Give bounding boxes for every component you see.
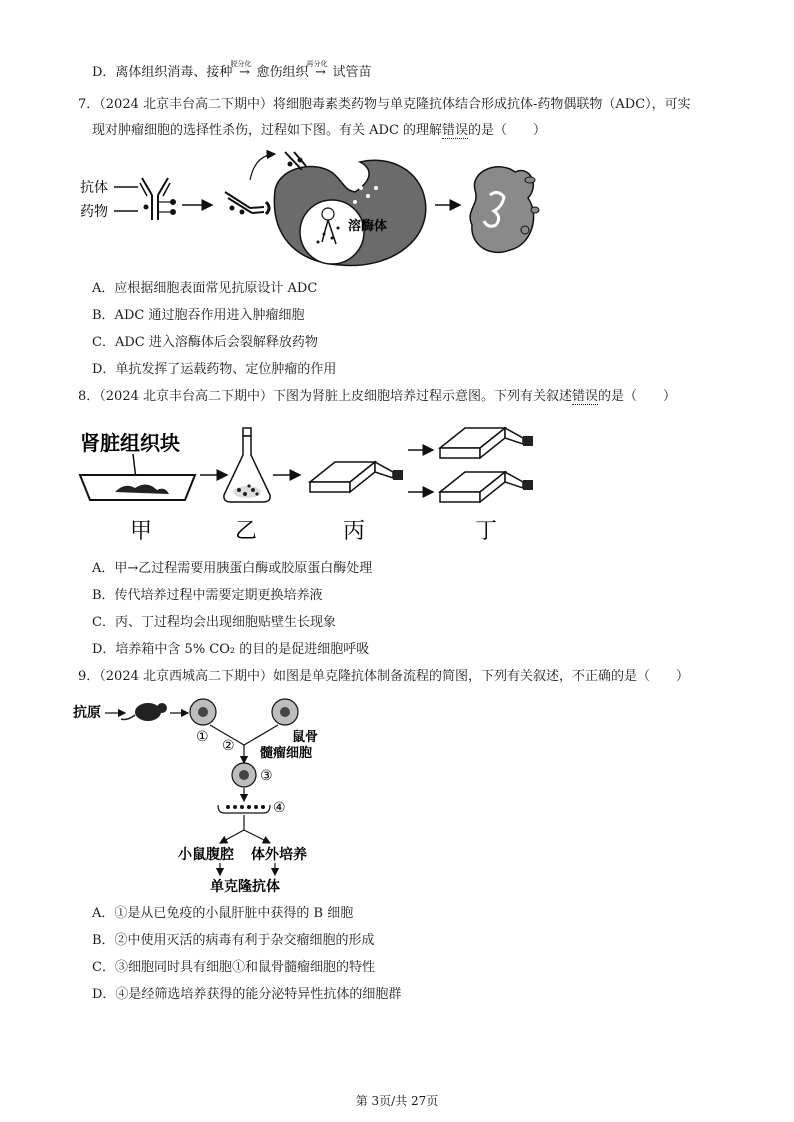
mouse-icon [121,703,167,721]
label-yi: 乙 [235,519,258,544]
label-n2: ② [222,738,235,754]
q7-stem-text1: （2024 北京丰台高二下期中）将细胞毒素类药物与单克隆抗体结合形成抗体-药物偶联物（ADC），可实 [99,97,691,112]
q7-stem-line1 [78,96,691,114]
q7-emphasis: 错误 [442,123,469,138]
label-myeloma-line2: 髓瘤细胞 [260,746,313,761]
adc-binding-icon [225,192,264,215]
label-mouse-cavity: 小鼠腹腔 [178,847,234,863]
arrow-dedifferentiation: 脱分化 → [232,64,256,82]
label-bing: 丙 [343,519,366,544]
label-jia: 甲 [130,519,153,544]
q7-stem-text3: 的是（ ） [468,123,547,138]
q7-figure-adc [70,150,540,275]
label-antigen: 抗原 [73,705,101,721]
prev-option-d-mid: 愈伤组织 [256,65,309,80]
myeloma-cell-icon [272,699,298,725]
culture-bottle-bottom-icon [440,472,533,502]
q9-stem-text: （2024 北京西城高二下期中）如图是单克隆抗体制备流程的简图，下列有关叙述，不正确的是（ ） [99,669,689,684]
prev-option-d-suffix: 试管苗 [332,65,372,80]
q8-stem-text1: （2024 北京丰台高二下期中）下图为肾脏上皮细胞培养过程示意图。下列有关叙述 [99,389,572,404]
q7-option-c[interactable]: C．ADC 进入溶酶体后会裂解释放药物 [92,335,318,350]
prev-option-d [92,60,372,82]
label-mab: 单克隆抗体 [210,879,280,895]
q8-option-a[interactable]: A．甲→乙过程需要用胰蛋白酶或胶原蛋白酶处理 [92,561,373,576]
adc-molecule-icon [140,178,176,220]
q9-option-a[interactable]: A．①是从已免疫的小鼠肝脏中获得的 B 细胞 [92,906,354,921]
q8-figure-kidney-culture [75,420,545,550]
q8-option-d[interactable]: D．培养箱中含 5% CO₂ 的目的是促进细胞呼吸 [92,642,370,657]
label-n1: ① [196,729,209,745]
label-ding: 丁 [475,519,498,544]
arrow-label-dedifferentiation: 脱分化 [230,60,252,68]
tumor-cell [266,160,426,265]
erlenmeyer-flask-icon [224,428,270,502]
label-drug: 药物 [80,204,108,220]
q9-stem [78,668,689,686]
culture-bottle-top-icon [440,428,533,458]
q9-number: 9． [78,669,100,684]
q9-figure-monoclonal [70,695,350,895]
q7-stem-line2 [92,122,546,140]
culture-bottle-icon [310,462,403,492]
q8-number: 8． [78,389,100,404]
hybridoma-cell-icon [232,763,256,787]
q8-option-b[interactable]: B．传代培养过程中需要定期更换培养液 [92,588,323,603]
prev-option-d-prefix: D．离体组织消毒、接种 [92,65,233,80]
q9-option-d[interactable]: D．④是经筛选培养获得的能分泌特异性抗体的细胞群 [92,987,402,1002]
label-lysosome: 溶酶体 [348,219,388,234]
q8-stem [78,388,676,406]
label-antibody: 抗体 [80,180,108,196]
label-myeloma-line1: 鼠骨 [292,730,319,745]
q8-stem-text2: 的是（ ） [598,389,677,404]
culture-dish-icon [80,475,195,500]
q7-option-b[interactable]: B．ADC 通过胞吞作用进入肿瘤细胞 [92,308,305,323]
q7-option-d[interactable]: D．单抗发挥了运载药物、定位肿瘤的作用 [92,362,337,377]
q7-option-a[interactable]: A．应根据细胞表面常见抗原设计 ADC [92,281,318,296]
q7-number: 7． [78,97,100,112]
arrow-label-redifferentiation: 再分化 [306,60,328,68]
q7-stem-text2: 现对肿瘤细胞的选择性杀伤，过程如下图。有关 ADC 的理解 [92,123,443,138]
arrow-redifferentiation: 再分化 → [308,64,332,82]
label-n3: ③ [260,768,273,784]
label-n4: ④ [273,800,286,816]
b-cell-icon [190,699,216,725]
cell-colony-icon [218,805,270,813]
label-kidney-tissue: 肾脏组织块 [80,431,180,455]
q9-option-c[interactable]: C．③细胞同时具有细胞①和鼠骨髓瘤细胞的特性 [92,960,375,975]
page-footer: 第 3页/共 27页 [355,1094,439,1108]
q8-option-c[interactable]: C．丙、丁过程均会出现细胞贴壁生长现象 [92,615,336,630]
label-in-vitro: 体外培养 [251,847,307,863]
q9-option-b[interactable]: B．②中使用灭活的病毒有利于杂交瘤细胞的形成 [92,933,375,948]
lysed-cell-icon [470,167,539,253]
q8-emphasis: 错误 [572,389,599,404]
